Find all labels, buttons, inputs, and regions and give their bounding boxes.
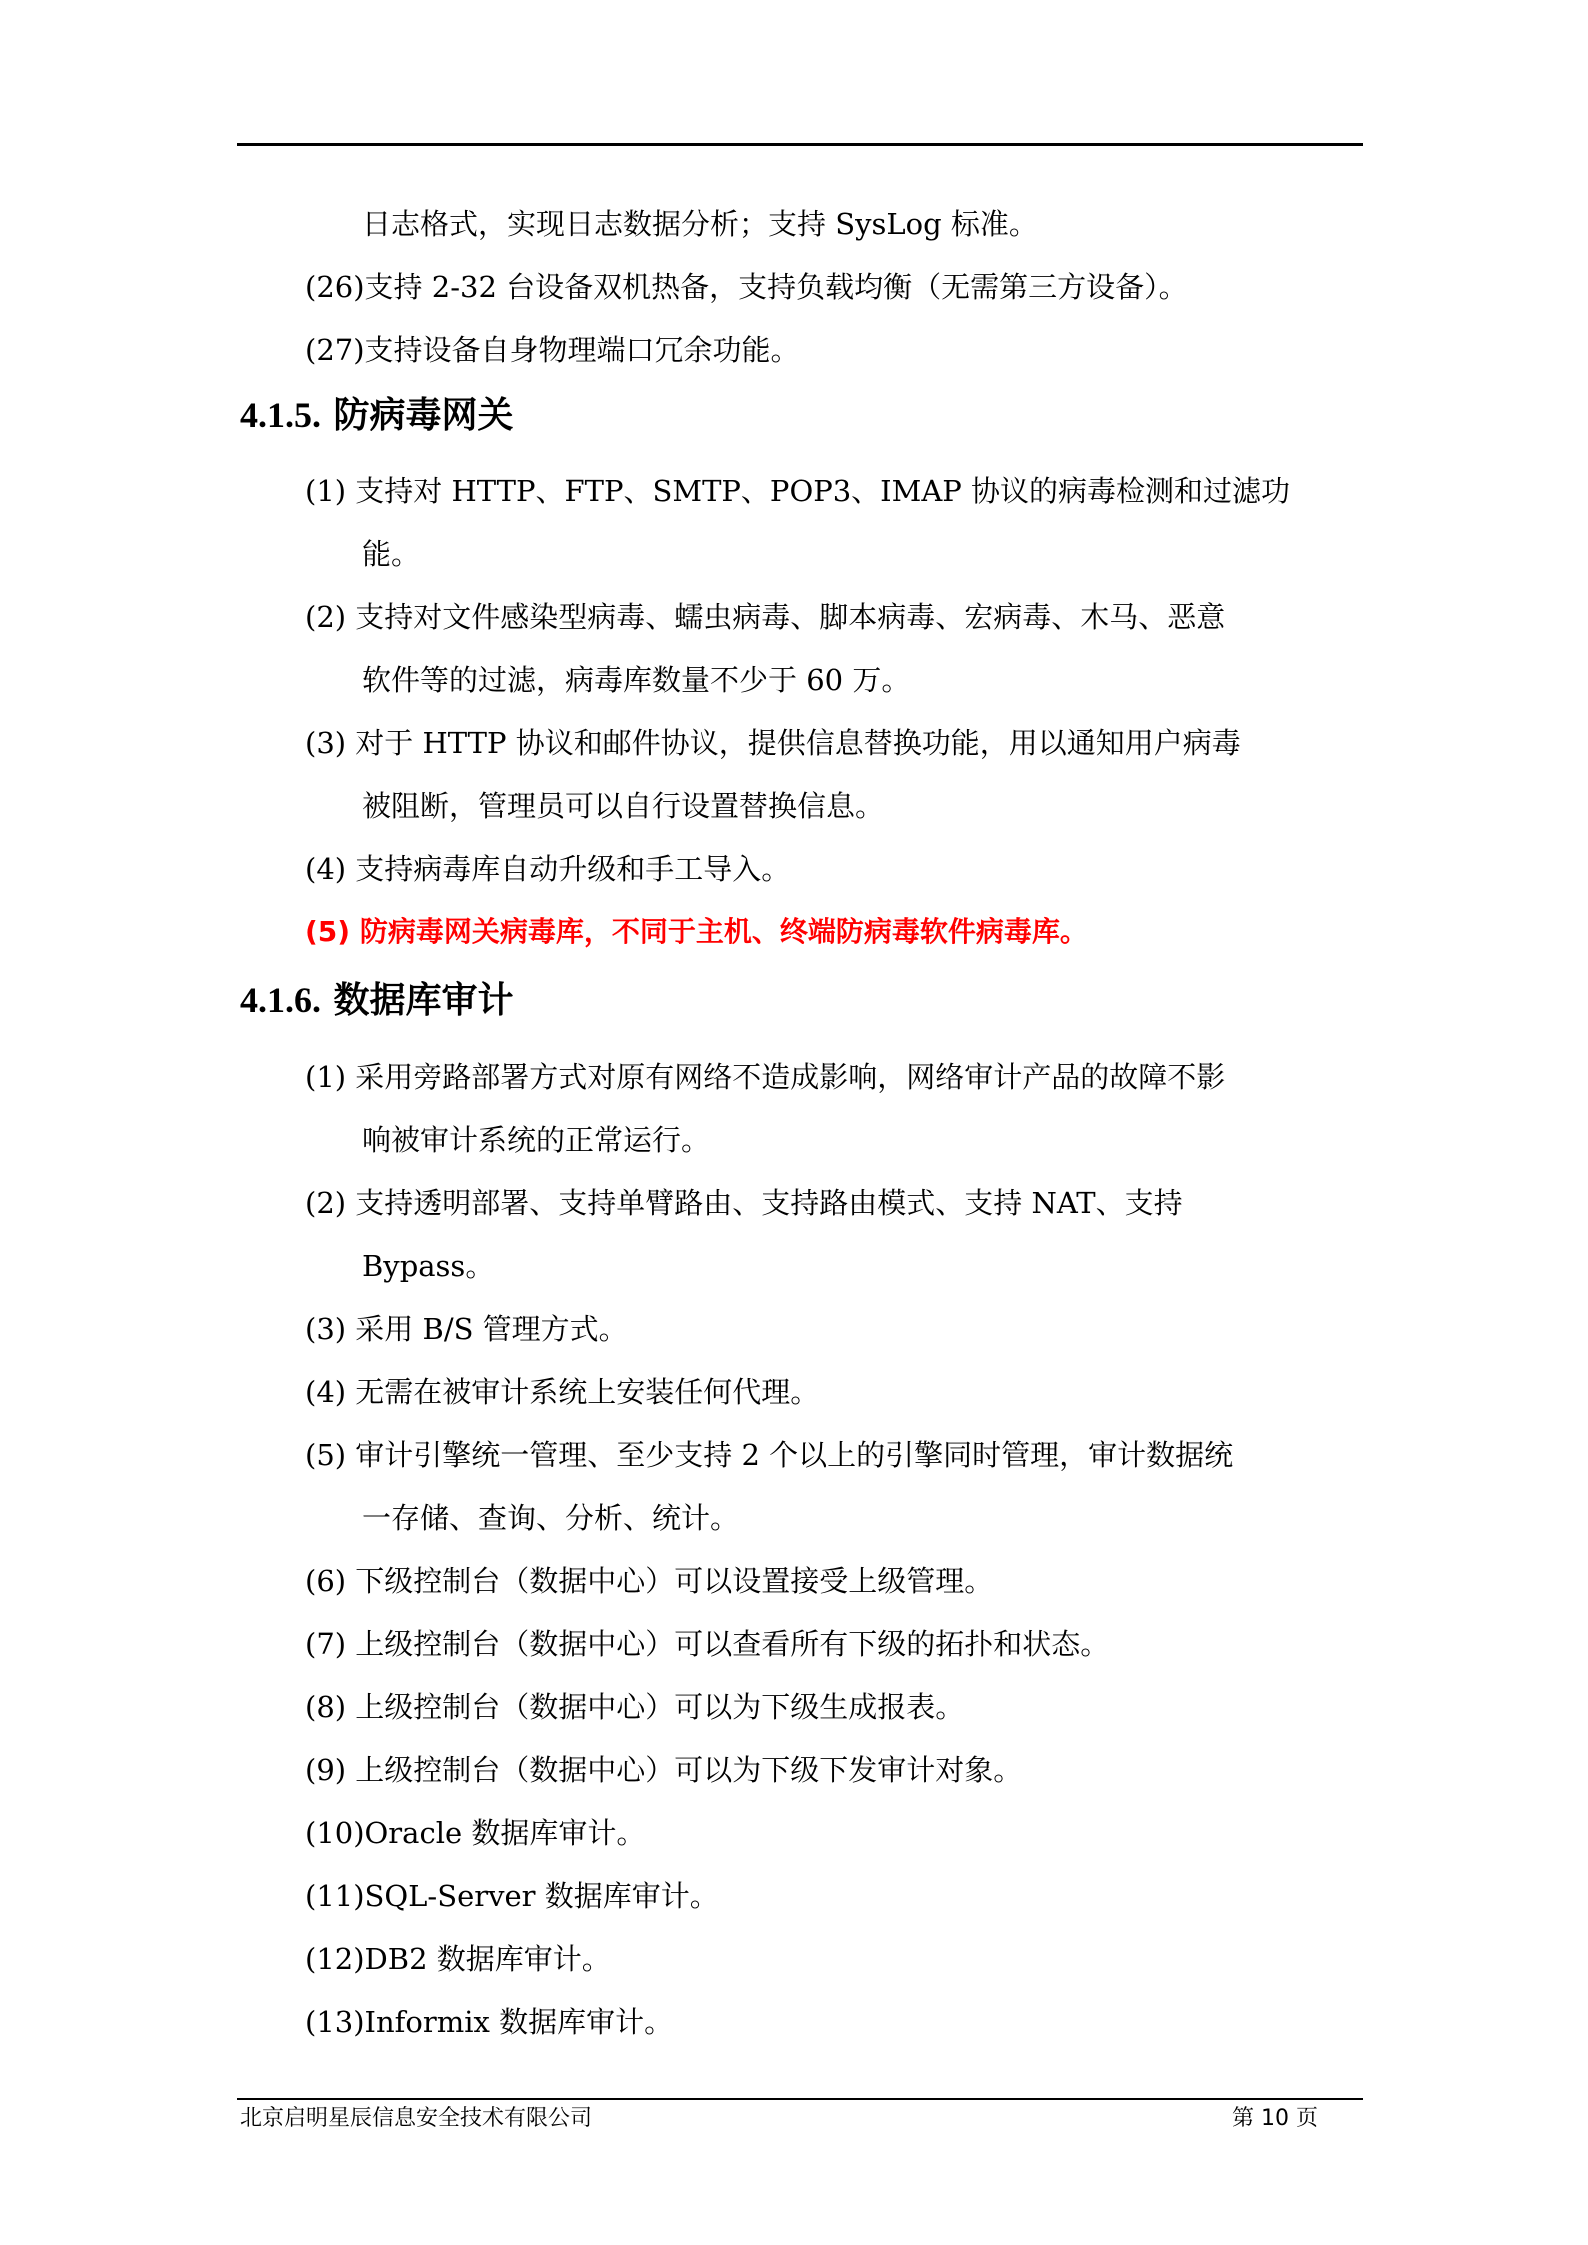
section-title: 防病毒网关 [333,395,514,436]
list-item-continuation: 一存储、查询、分析、统计。 [362,1501,740,1535]
list-item-continuation: 响被审计系统的正常运行。 [362,1123,711,1157]
list-item: (1) 采用旁路部署方式对原有网络不造成影响，网络审计产品的故障不影 [305,1060,1226,1094]
footer-company: 北京启明星辰信息安全技术有限公司 [240,2106,593,2131]
list-item: (9) 上级控制台（数据中心）可以为下级下发审计对象。 [305,1753,1023,1787]
list-item-continuation: 被阻断，管理员可以自行设置替换信息。 [362,789,885,823]
section-title: 数据库审计 [333,980,514,1021]
footer-rule [237,2098,1363,2100]
list-item-continuation: 软件等的过滤，病毒库数量不少于 60 万。 [362,663,911,697]
section-number: 4.1.5. [240,395,321,435]
section-heading-4-1-5 [240,391,514,440]
list-item: (10)Oracle 数据库审计。 [305,1816,646,1850]
highlighted-list-item: (5) 防病毒网关病毒库，不同于主机、终端防病毒软件病毒库。 [305,915,1088,948]
list-item: (13)Informix 数据库审计。 [305,2005,674,2039]
list-item: (8) 上级控制台（数据中心）可以为下级生成报表。 [305,1690,965,1724]
list-item: (6) 下级控制台（数据中心）可以设置接受上级管理。 [305,1564,994,1598]
list-item: (3) 采用 B/S 管理方式。 [305,1312,628,1346]
section-heading-4-1-6 [240,976,514,1025]
list-item: (12)DB2 数据库审计。 [305,1942,611,1976]
list-item: (7) 上级控制台（数据中心）可以查看所有下级的拓扑和状态。 [305,1627,1110,1661]
page-number: 第 10 页 [1232,2106,1318,2131]
list-item-continuation: Bypass。 [362,1249,495,1283]
list-item: (11)SQL-Server 数据库审计。 [305,1879,719,1913]
list-item-26: (26)支持 2-32 台设备双机热备，支持负载均衡（无需第三方设备）。 [305,270,1188,304]
list-item: (1) 支持对 HTTP、FTP、SMTP、POP3、IMAP 协议的病毒检测和过滤功 [305,474,1291,508]
list-item: (4) 无需在被审计系统上安装任何代理。 [305,1375,820,1409]
section-number: 4.1.6. [240,980,321,1020]
header-rule [237,143,1363,146]
list-item-27: (27)支持设备自身物理端口冗余功能。 [305,333,800,367]
list-item: (4) 支持病毒库自动升级和手工导入。 [305,852,791,886]
list-item: (2) 支持对文件感染型病毒、蠕虫病毒、脚本病毒、宏病毒、木马、恶意 [305,600,1226,634]
list-item: (5) 审计引擎统一管理、至少支持 2 个以上的引擎同时管理，审计数据统 [305,1438,1234,1472]
list-item: (2) 支持透明部署、支持单臂路由、支持路由模式、支持 NAT、支持 [305,1186,1183,1220]
continued-text: 日志格式，实现日志数据分析；支持 SysLog 标准。 [362,207,1038,241]
list-item-continuation: 能。 [362,537,421,571]
list-item: (3) 对于 HTTP 协议和邮件协议，提供信息替换功能，用以通知用户病毒 [305,726,1241,760]
